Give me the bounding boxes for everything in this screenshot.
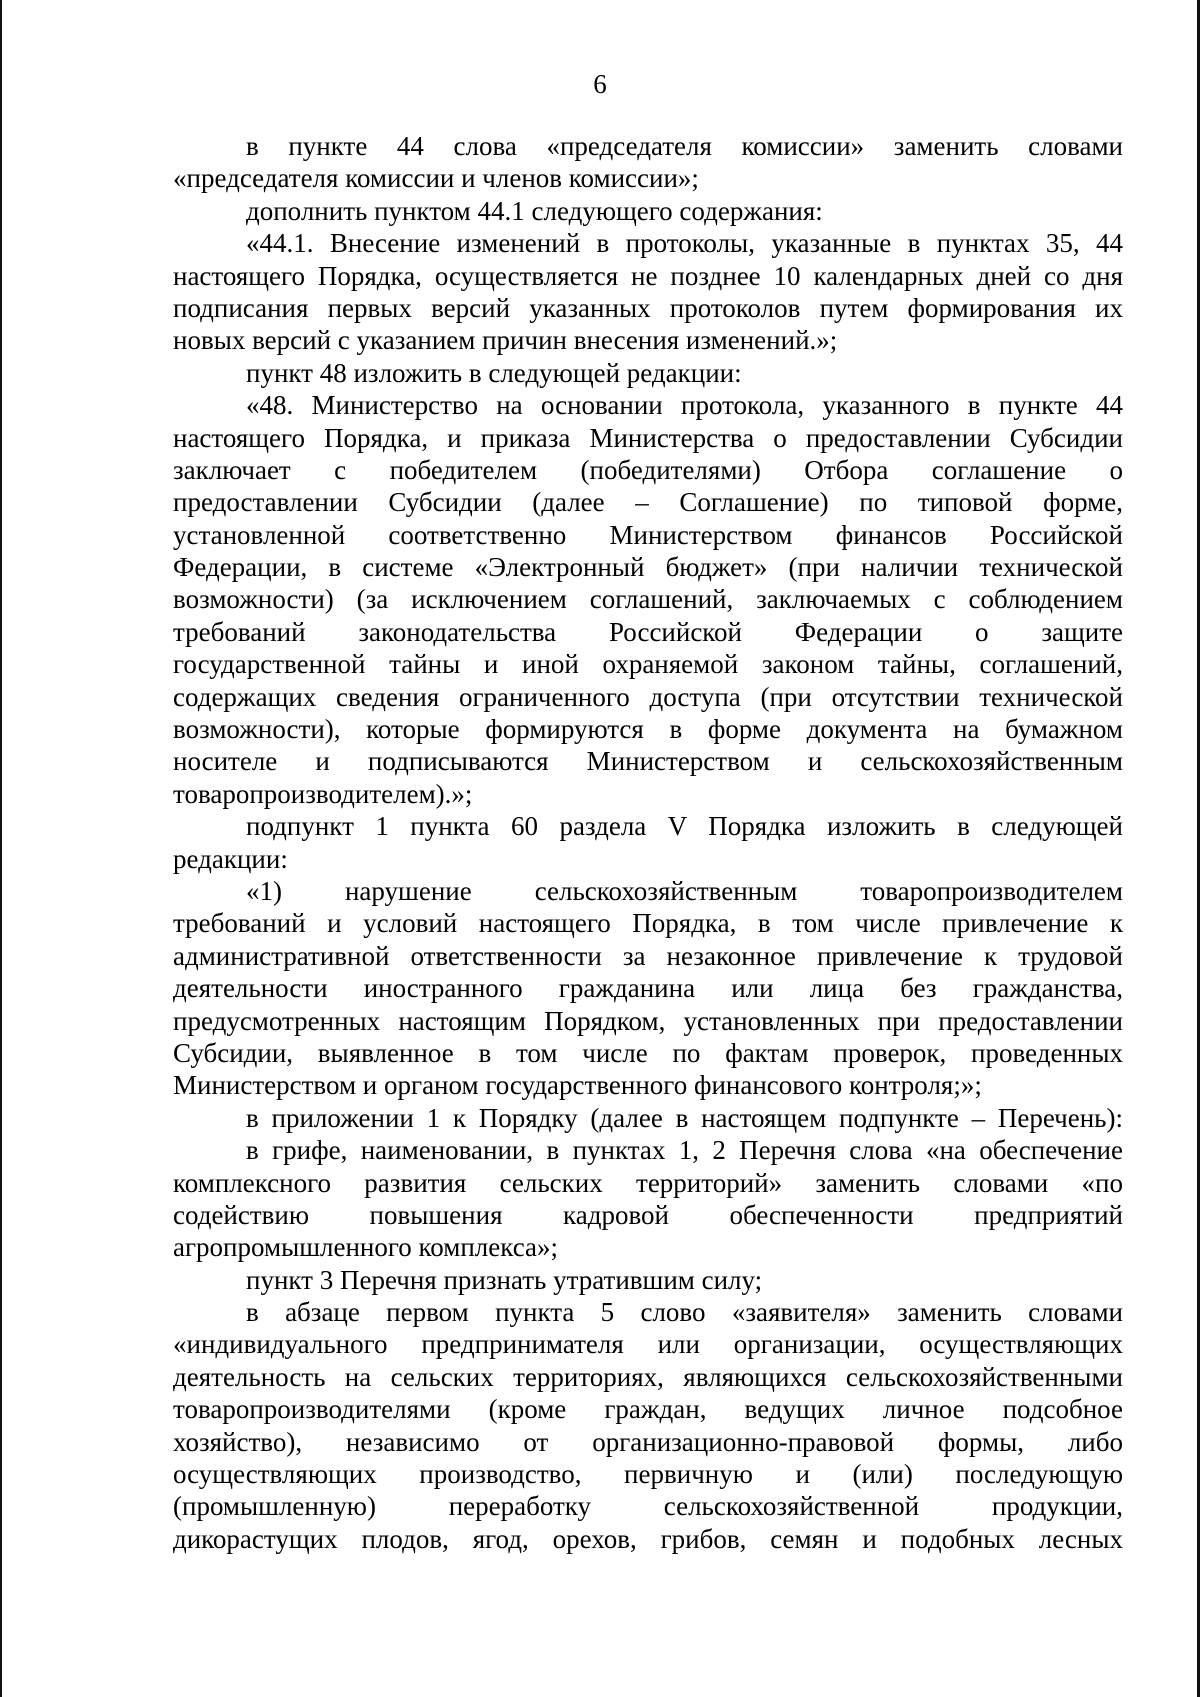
text-line: в пункте 44 слова «председателя комиссии» заменить словами <box>246 131 1123 161</box>
text-line: установленной соответственно Министерством финансов Российской <box>173 519 1123 550</box>
text-line: требований законодательства Российской Федерации о защите <box>173 616 1123 647</box>
text-line: возможности) (за исключением соглашений, заключаемых с соблюдением <box>173 584 1123 615</box>
text-line: комплексного развития сельских территорий» заменить словами «по <box>173 1167 1123 1198</box>
text-line: хозяйство), независимо от организационно-правовой формы, либо <box>173 1426 1123 1457</box>
text-line: пункт 48 изложить в следующей редакции: <box>246 357 742 388</box>
text-line: в абзаце первом пункта 5 слово «заявителя» заменить словами <box>246 1297 1123 1328</box>
text-line: осуществляющих производство, первичную и (или) последующую <box>173 1459 1123 1490</box>
text-line: содержащих сведения ограниченного доступа (при отсутствии технической <box>173 681 1123 712</box>
text-line: носителе и подписываются Министерством и сельскохозяйственным <box>173 746 1123 777</box>
text-line: в приложении 1 к Порядку (далее в настоящем подпункте – Перечень): <box>246 1102 1123 1133</box>
text-line: новых версий с указанием причин внесения изменений.»; <box>173 325 838 356</box>
text-line: настоящего Порядка, и приказа Министерства о предоставлении Субсидии <box>173 422 1123 453</box>
text-line: пункт 3 Перечня признать утратившим силу; <box>246 1264 763 1295</box>
text-line: «44.1. Внесение изменений в протоколы, указанные в пунктах 35, 44 <box>246 228 1123 259</box>
text-line: товаропроизводителями (кроме граждан, ведущих личное подсобное <box>173 1394 1123 1425</box>
text-line: подписания первых версий указанных протоколов путем формирования их <box>173 292 1123 323</box>
document-body <box>173 130 1123 1555</box>
text-line: «48. Министерство на основании протокола, указанного в пункте 44 <box>246 390 1123 421</box>
text-line: в грифе, наименовании, в пунктах 1, 2 Перечня слова «на обеспечение <box>246 1135 1123 1166</box>
text-line: Федерации, в системе «Электронный бюджет» (при наличии технической <box>173 552 1123 583</box>
page-number: 6 <box>593 69 607 99</box>
text-line: возможности), которые формируются в форме документа на бумажном <box>173 714 1123 745</box>
text-line: (промышленную) переработку сельскохозяйственной продукции, <box>173 1491 1123 1522</box>
text-line: требований и условий настоящего Порядка, в том числе привлечение к <box>173 908 1123 939</box>
text-line: заключает с победителем (победителями) Отбора соглашение о <box>173 454 1123 485</box>
text-line: настоящего Порядка, осуществляется не позднее 10 календарных дней со дня <box>173 260 1123 291</box>
text-line: товаропроизводителем).»; <box>173 778 473 809</box>
text-line: «председателя комиссии и членов комиссии»; <box>173 163 699 194</box>
text-line: деятельности иностранного гражданина или лица без гражданства, <box>173 973 1123 1004</box>
text-line: «1) нарушение сельскохозяйственным товаропроизводителем <box>246 875 1123 906</box>
text-line: деятельность на сельских территориях, являющихся сельскохозяйственными <box>173 1361 1123 1392</box>
text-line: содействию повышения кадровой обеспеченности предприятий <box>173 1199 1123 1230</box>
text-line: административной ответственности за незаконное привлечение к трудовой <box>173 940 1123 971</box>
scan-left-edge <box>0 0 2 1697</box>
text-line: редакции: <box>173 843 288 874</box>
text-line: предоставлении Субсидии (далее – Соглашение) по типовой форме, <box>173 487 1123 518</box>
text-line: дополнить пунктом 44.1 следующего содержания: <box>246 195 823 226</box>
text-line: подпункт 1 пункта 60 раздела V Порядка изложить в следующей <box>246 811 1123 842</box>
text-line: «индивидуального предпринимателя или организации, осуществляющих <box>173 1329 1123 1360</box>
text-line: государственной тайны и иной охраняемой законом тайны, соглашений, <box>173 649 1123 680</box>
text-line: дикорастущих плодов, ягод, орехов, грибов, семян и подобных лесных <box>173 1523 1123 1554</box>
text-line: Министерством и органом государственного финансового контроля;»; <box>173 1070 982 1101</box>
text-line: предусмотренных настоящим Порядком, установленных при предоставлении <box>173 1005 1123 1036</box>
text-line: агропромышленного комплекса»; <box>173 1232 558 1263</box>
text-line: Субсидии, выявленное в том числе по фактам проверок, проведенных <box>173 1037 1123 1068</box>
